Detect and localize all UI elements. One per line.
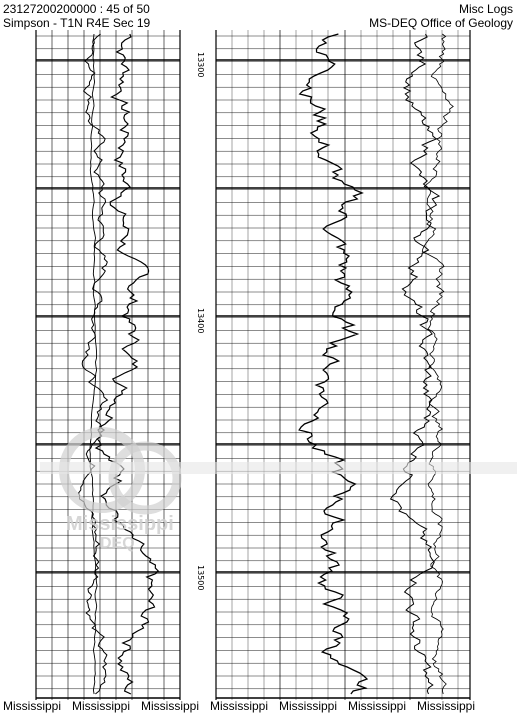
depth-label-13300: 13300 <box>196 52 205 78</box>
depth-label-13400: 13400 <box>196 308 205 334</box>
depth-label-13500: 13500 <box>196 565 205 591</box>
curve-right-1 <box>299 34 367 694</box>
footer-label-4: Mississippi <box>210 699 269 713</box>
well-location: Simpson - T1N R4E Sec 19 <box>3 16 151 30</box>
footer-label-7: Mississippi <box>417 699 476 713</box>
office-name: MS-DEQ Office of Geology <box>369 16 513 30</box>
curve-left-1 <box>96 34 158 694</box>
watermark-text-deq: DEQ <box>100 535 135 552</box>
curve-right-2 <box>391 34 440 694</box>
footer-label-1: Mississippi <box>3 699 62 713</box>
watermark-text-mississippi: Mississippi <box>66 513 174 535</box>
curve-left-2 <box>79 34 108 694</box>
log-curves <box>79 34 454 694</box>
document-id: 23127200200000 : 45 of 50 <box>3 2 150 16</box>
footer-label-5: Mississippi <box>279 699 338 713</box>
footer-label-3: Mississippi <box>141 699 200 713</box>
footer-label-6: Mississippi <box>348 699 407 713</box>
footer-label-2: Mississippi <box>72 699 131 713</box>
log-grid <box>36 30 470 700</box>
curve-right-3 <box>422 34 453 694</box>
log-category: Misc Logs <box>458 2 513 16</box>
